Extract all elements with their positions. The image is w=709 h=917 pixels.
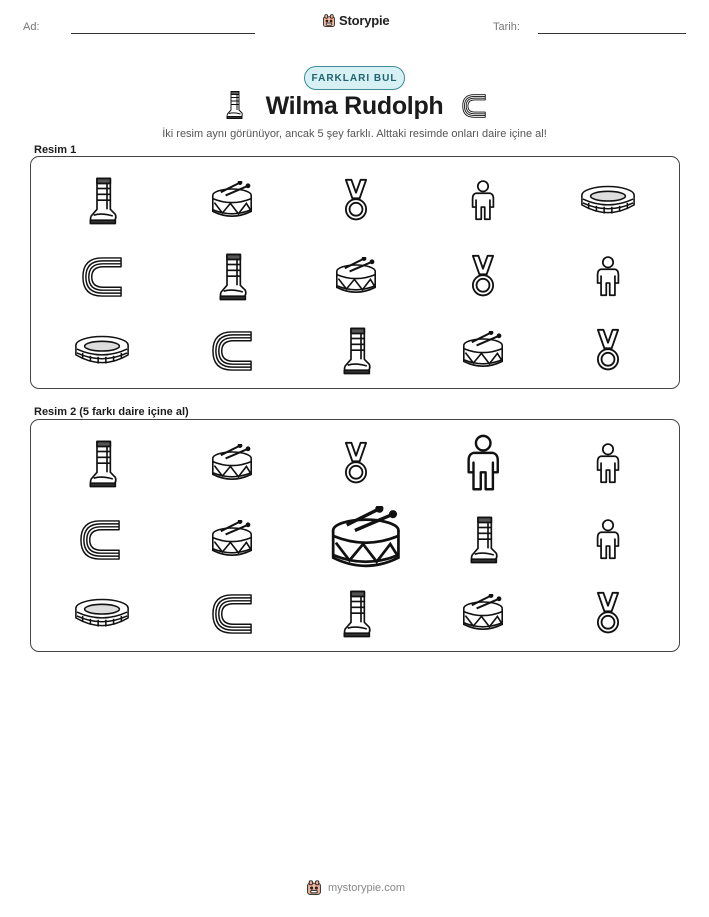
drum-icon (208, 181, 256, 221)
instructions: İki resim aynı görünüyor, ancak 5 şey farklı. Alttaki resimde onları daire içine al! (162, 128, 547, 140)
picture-2-label: Resim 2 (5 farkı daire içine al) (34, 406, 189, 418)
boot-brace-icon[interactable] (466, 515, 500, 565)
boot-brace-icon (339, 326, 373, 376)
person-icon[interactable] (465, 433, 501, 495)
boot-brace-icon[interactable] (85, 439, 119, 489)
picture-2-panel[interactable] (30, 419, 680, 652)
medal-icon (594, 328, 622, 374)
boot-brace-icon (215, 252, 249, 302)
storypie-logo (322, 13, 389, 28)
boot-brace-icon[interactable] (339, 589, 373, 639)
race-track-icon[interactable] (210, 591, 254, 637)
medal-icon (469, 254, 497, 300)
date-label: Tarih: (493, 21, 520, 33)
drum-icon[interactable] (208, 444, 256, 484)
stadium-icon (73, 331, 131, 371)
picture-1-panel (30, 156, 680, 389)
race-track-icon (461, 93, 487, 119)
person-icon (470, 179, 496, 223)
person-icon (595, 255, 621, 299)
drum-icon[interactable] (325, 506, 407, 574)
person-icon[interactable] (595, 442, 621, 486)
drum-icon (459, 331, 507, 371)
footer (306, 880, 405, 896)
person-icon[interactable] (595, 518, 621, 562)
name-line[interactable] (71, 33, 255, 34)
race-track-icon[interactable] (78, 517, 122, 563)
storypie-mascot-icon (306, 880, 322, 896)
medal-icon (342, 178, 370, 224)
storypie-mascot-icon (322, 14, 336, 28)
brand-name: Storypie (339, 13, 390, 28)
medal-icon[interactable] (594, 591, 622, 637)
stadium-icon[interactable] (73, 594, 131, 634)
date-line[interactable] (538, 33, 686, 34)
drum-icon[interactable] (208, 520, 256, 560)
boot-brace-icon (85, 176, 119, 226)
name-label: Ad: (23, 21, 40, 33)
race-track-icon (210, 328, 254, 374)
activity-badge: FARKLARI BUL (304, 66, 405, 90)
picture-1-label: Resim 1 (34, 144, 77, 156)
stadium-icon (579, 181, 637, 221)
drum-icon (332, 257, 380, 297)
drum-icon[interactable] (459, 594, 507, 634)
medal-icon[interactable] (342, 441, 370, 487)
race-track-icon (80, 254, 124, 300)
page-title: Wilma Rudolph (265, 92, 444, 120)
footer-url: mystorypie.com (328, 882, 406, 894)
